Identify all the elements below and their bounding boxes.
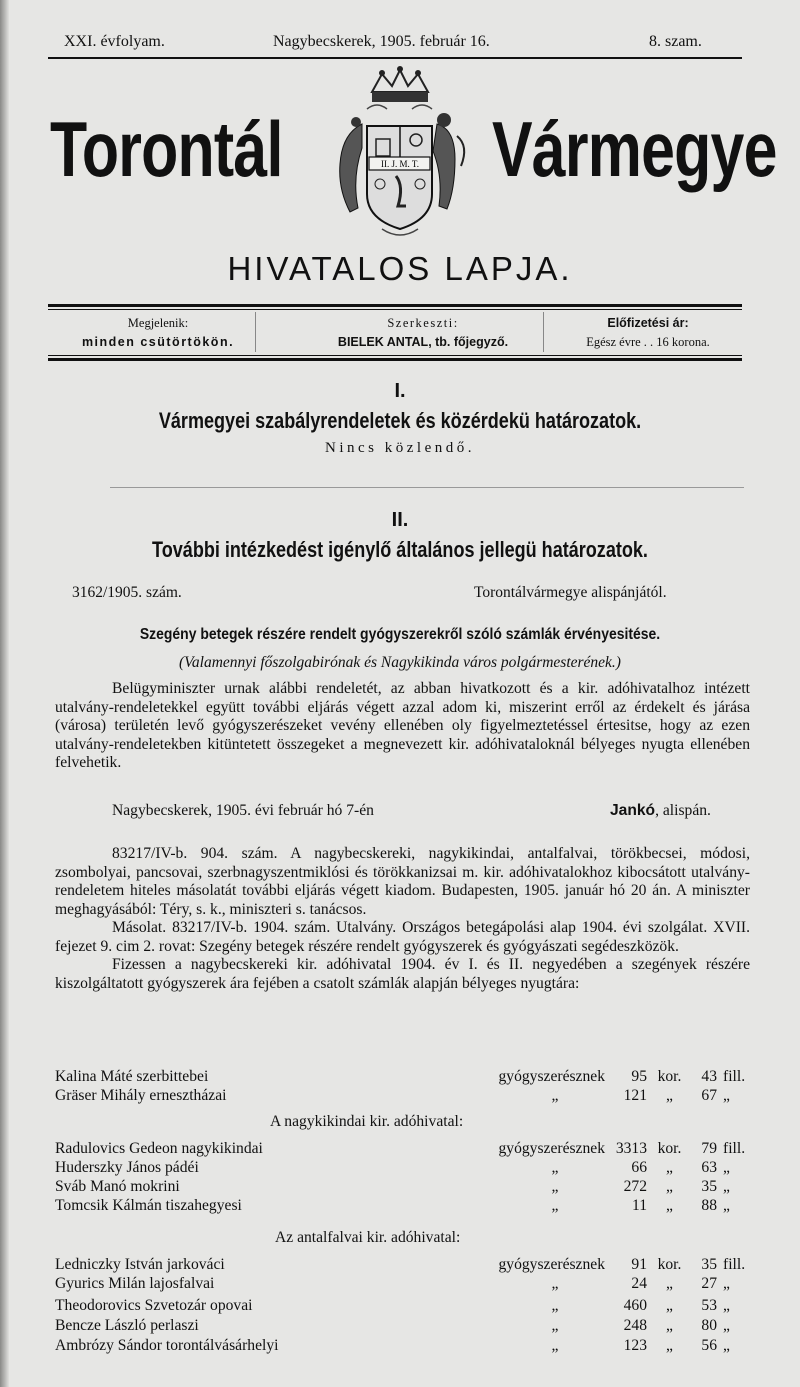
infobox-bottom-rule bbox=[48, 358, 742, 361]
office-heading: Az antalfalvai kir. adóhivatal: bbox=[275, 1229, 461, 1246]
payment-row bbox=[55, 1159, 755, 1178]
ditto-mark: „ bbox=[551, 1197, 559, 1214]
masthead-subtitle: HIVATALOS LAPJA. bbox=[227, 250, 573, 287]
payee-role: gyógyszerésznek bbox=[498, 1140, 605, 1157]
infobox-bottom-rule-thin bbox=[48, 355, 742, 356]
signature-name: Jankó bbox=[610, 802, 656, 819]
amount-kor: 123 bbox=[623, 1337, 647, 1354]
infobox-top-rule bbox=[48, 304, 742, 307]
place-date: Nagybecskerek, 1905. február 16. bbox=[273, 33, 490, 50]
amount-fill: 79 bbox=[701, 1140, 717, 1157]
payee-name: Ledniczky István jarkováci bbox=[55, 1256, 225, 1273]
ditto-mark: „ bbox=[723, 1275, 730, 1292]
reference-number: 3162/1905. szám. bbox=[72, 584, 182, 601]
payment-row bbox=[55, 1317, 755, 1336]
published-value: minden csütörtökön. bbox=[81, 335, 235, 349]
price-value: Egész évre . . 16 korona. bbox=[586, 335, 710, 349]
paragraph-2: 83217/IV-b. 904. szám. A nagybecskereki, nagykikindai, antalfalvai, törökbecsei, módosi, zsombolyai, pancsovai, szerbnagyszentmiklósi és törökkanizsai m. kir. adóhivatalokhoz kibocsátott utalvány-rendeletem hiteles másolatát további eljárás végett kiadom. Budapesten, 1905. január hó 20 án. A miniszter meghagyásából: Téry, s. k., miniszteri s. tanácsos. bbox=[55, 845, 750, 918]
ditto-mark: „ bbox=[723, 1297, 730, 1314]
ditto-mark: „ bbox=[551, 1178, 559, 1195]
issue-number: 8. szam. bbox=[649, 33, 702, 50]
office-heading: A nagykikindai kir. adóhivatal: bbox=[270, 1113, 464, 1130]
price-label: Előfizetési ár: bbox=[607, 316, 689, 330]
header-rule bbox=[48, 57, 742, 59]
amount-kor: 121 bbox=[623, 1087, 647, 1104]
payment-row bbox=[55, 1297, 755, 1316]
ditto-mark: „ bbox=[666, 1087, 673, 1104]
amount-fill: 27 bbox=[701, 1275, 717, 1292]
payee-name: Radulovics Gedeon nagykikindai bbox=[55, 1140, 263, 1157]
amount-kor: 95 bbox=[631, 1068, 647, 1085]
notice-heading: Szegény betegek részére rendelt gyógyszerekről szóló számlák érvényesitése. bbox=[139, 626, 661, 643]
infobox-divider bbox=[255, 312, 256, 352]
payment-row bbox=[55, 1256, 755, 1275]
ditto-mark: „ bbox=[666, 1297, 673, 1314]
ditto-mark: „ bbox=[723, 1159, 730, 1176]
infobox-top-rule-thin bbox=[48, 309, 742, 310]
amount-fill: 43 bbox=[701, 1068, 717, 1085]
amount-fill: 35 bbox=[701, 1178, 717, 1195]
payment-row bbox=[55, 1197, 755, 1216]
section-2-number: II. bbox=[391, 509, 409, 531]
info-box bbox=[48, 312, 742, 354]
section-1-number: I. bbox=[394, 380, 406, 402]
payment-row bbox=[55, 1087, 755, 1106]
ditto-mark: „ bbox=[723, 1317, 730, 1334]
ditto-mark: „ bbox=[666, 1197, 673, 1214]
editor-value: BIELEK ANTAL, tb. főjegyző. bbox=[337, 335, 509, 349]
payment-row bbox=[55, 1275, 755, 1294]
section-1-title: Vármegyei szabályrendeletek és közérdekü határozatok. bbox=[158, 408, 642, 433]
payee-role: gyógyszerésznek bbox=[498, 1256, 605, 1273]
masthead-title-right: Vármegye bbox=[492, 105, 777, 193]
svg-text:II. J. M. T.: II. J. M. T. bbox=[381, 159, 419, 169]
payment-row bbox=[55, 1140, 755, 1159]
payee-name: Kalina Máté szerbittebei bbox=[55, 1068, 209, 1085]
ditto-mark: „ bbox=[723, 1337, 730, 1354]
payee-name: Sváb Manó mokrini bbox=[55, 1178, 180, 1195]
section-divider bbox=[110, 487, 744, 488]
decree-body bbox=[55, 845, 750, 993]
amount-kor: 460 bbox=[623, 1297, 647, 1314]
volume-label: XXI. évfolyam. bbox=[64, 33, 165, 50]
payee-name: Gräser Mihály ernesztházai bbox=[55, 1087, 227, 1104]
ditto-mark: „ bbox=[666, 1178, 673, 1195]
ditto-mark: „ bbox=[551, 1337, 559, 1354]
unit-kor: kor. bbox=[657, 1256, 682, 1273]
amount-fill: 53 bbox=[701, 1297, 717, 1314]
payee-name: Theodorovics Szvetozár opovai bbox=[55, 1297, 253, 1314]
amount-fill: 56 bbox=[701, 1337, 717, 1354]
payee-name: Gyurics Milán lajosfalvai bbox=[55, 1275, 215, 1292]
ditto-mark: „ bbox=[551, 1275, 559, 1292]
infobox-divider bbox=[543, 312, 544, 352]
unit-kor: kor. bbox=[657, 1140, 682, 1157]
payee-name: Ambrózy Sándor torontálvásárhelyi bbox=[55, 1337, 279, 1354]
ditto-mark: „ bbox=[666, 1337, 673, 1354]
amount-fill: 63 bbox=[701, 1159, 717, 1176]
notice-body bbox=[55, 680, 750, 773]
ditto-mark: „ bbox=[666, 1275, 673, 1292]
ditto-mark: „ bbox=[551, 1159, 559, 1176]
signature-place: Nagybecskerek, 1905. évi február hó 7-én bbox=[112, 802, 374, 819]
amount-kor: 11 bbox=[631, 1197, 647, 1214]
unit-fill: fill. bbox=[723, 1140, 746, 1157]
scan-edge bbox=[0, 0, 9, 1387]
amount-fill: 67 bbox=[701, 1087, 717, 1104]
payment-row bbox=[55, 1178, 755, 1197]
amount-fill: 35 bbox=[701, 1256, 717, 1273]
published-label: Megjelenik: bbox=[127, 316, 189, 330]
amount-kor: 66 bbox=[631, 1159, 647, 1176]
paragraph-1: Belügyminiszter urnak alábbi rendeletét, az abban hivatkozott és a kir. adóhivatalhoz intézett utalvány-rendeletekkel együtt további eljárás végett azzal adom ki, miszerint erről az érdekelt és járása (városa) területén levő gyógyszerészeket vevény ellenében oly figyelmeztetéssel értesitse, hogy az ezen utalvány-rendeletekben kitüntetett összegeket a megnevezett kir. adóhivataloknál bélyeges nyugta ellenében felvehetik. bbox=[55, 680, 750, 771]
amount-kor: 91 bbox=[631, 1256, 647, 1273]
ditto-mark: „ bbox=[551, 1317, 559, 1334]
signature bbox=[610, 802, 711, 820]
ditto-mark: „ bbox=[666, 1317, 673, 1334]
reference-from: Torontálvármegye alispánjától. bbox=[474, 584, 667, 601]
section-2-title: További intézkedést igénylő általános jellegü határozatok. bbox=[152, 537, 648, 562]
ditto-mark: „ bbox=[723, 1178, 730, 1195]
ditto-mark: „ bbox=[723, 1197, 730, 1214]
amount-fill: 88 bbox=[701, 1197, 717, 1214]
amount-kor: 24 bbox=[631, 1275, 647, 1292]
ditto-mark: „ bbox=[723, 1087, 730, 1104]
unit-fill: fill. bbox=[723, 1068, 746, 1085]
amount-fill: 80 bbox=[701, 1317, 717, 1334]
payee-name: Tomcsik Kálmán tiszahegyesi bbox=[55, 1197, 242, 1214]
section-1-note: Nincs közlendő. bbox=[325, 440, 475, 456]
masthead-title-left: Torontál bbox=[50, 105, 283, 193]
payee-name: Bencze László perlaszi bbox=[55, 1317, 199, 1334]
amount-kor: 272 bbox=[623, 1178, 647, 1195]
amount-kor: 248 bbox=[623, 1317, 647, 1334]
unit-kor: kor. bbox=[657, 1068, 682, 1085]
notice-addressee: (Valamennyi főszolgabirónak és Nagykikinda város polgármesterének.) bbox=[179, 654, 621, 671]
unit-fill: fill. bbox=[723, 1256, 746, 1273]
paragraph-4: Fizessen a nagybecskereki kir. adóhivatal 1904. év I. és II. negyedében a szegények részére kiszolgáltatott gyógyszerek ára fejében a csatolt számlák alapján bélyeges nyugtára: bbox=[55, 956, 750, 992]
payee-role: gyógyszerésznek bbox=[498, 1068, 605, 1085]
ditto-mark: „ bbox=[551, 1087, 559, 1104]
amount-kor: 3313 bbox=[615, 1140, 647, 1157]
paragraph-3: Másolat. 83217/IV-b. 1904. szám. Utalvány. Országos betegápolási alap 1904. évi szolgálat. XVII. fejezet 9. cim 2. rovat: Szegény betegek részére rendelt gyógyszerek és gyógyászati segédeszközök. bbox=[55, 919, 750, 955]
ditto-mark: „ bbox=[551, 1297, 559, 1314]
payment-row bbox=[55, 1337, 755, 1356]
ditto-mark: „ bbox=[666, 1159, 673, 1176]
coat-of-arms-icon bbox=[312, 64, 487, 244]
payment-row bbox=[55, 1068, 755, 1087]
payee-name: Huderszky János pádéi bbox=[55, 1159, 199, 1176]
editor-label: Szerkeszti: bbox=[387, 316, 459, 330]
signature-title: , alispán. bbox=[655, 802, 711, 819]
